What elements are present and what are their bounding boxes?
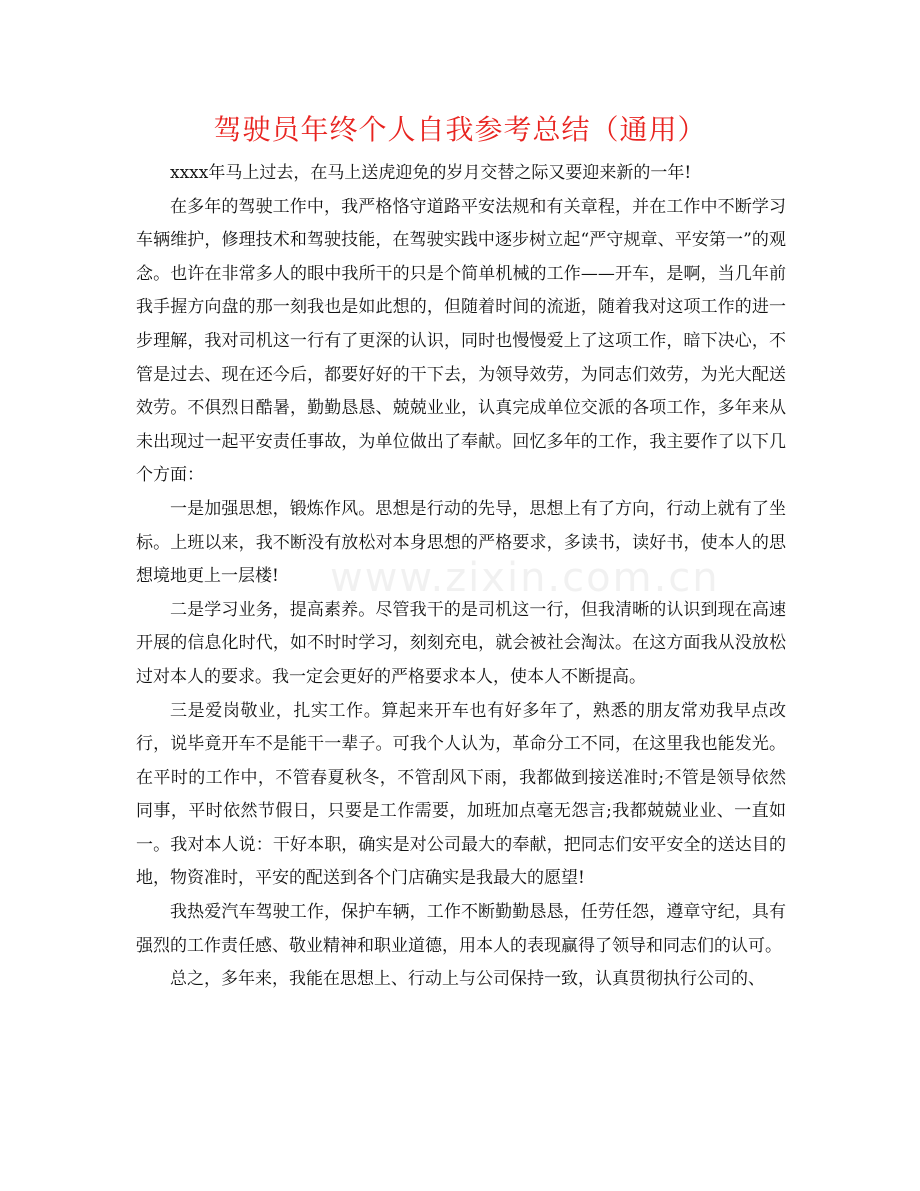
paragraph-7: 总之，多年来，我能在思想上、行动上与公司保持一致，认真贯彻执行公司的、 bbox=[170, 969, 765, 990]
document-body bbox=[136, 157, 786, 997]
paragraph-3: 一是加强思想，锻炼作风。思想是行动的先导，思想上有了方向，行动上就有了坐标。上班以来，我不断没有放松对本身思想的严格要求，多读书，读好书，使本人的思想境地更上一层楼! bbox=[136, 498, 786, 587]
paragraph-6: 我热爱汽车驾驶工作，保护车辆，工作不断勤勤恳恳，任劳任怨，遵章守纪，具有强烈的工作责任感、敬业精神和职业道德，用本人的表现赢得了领导和同志们的认可。 bbox=[136, 902, 786, 956]
paragraph-2: 在多年的驾驶工作中，我严格恪守道路平安法规和有关章程，并在工作中不断学习车辆维护，修理技术和驾驶技能，在驾驶实践中逐步树立起“严守规章、平安第一”的观念。也许在非常多人的眼中我所干的只是个简单机械的工作——开车，是啊，当几年前我手握方向盘的那一刻我也是如此想的，但随着时间的流逝，随着我对这项工作的进一步理解，我对司机这一行有了更深的认识，同时也慢慢爱上了这项工作，暗下决心，不管是过去、现在还今后，都要好好的干下去，为领导效劳，为同志们效劳，为光大配送效劳。不俱烈日酷暑，勤勤恳恳、兢兢业业，认真完成单位交派的各项工作，多年来从未出现过一起平安责任事故，为单位做出了奉献。回忆多年的工作，我主要作了以下几个方面： bbox=[136, 196, 786, 486]
paragraph-1: xxxx年马上过去，在马上送虎迎免的岁月交替之际又要迎来新的一年! bbox=[170, 163, 692, 183]
document-title: 驾驶员年终个人自我参考总结（通用） bbox=[213, 113, 707, 146]
paragraph-4: 二是学习业务，提高素养。尽管我干的是司机这一行，但我清晰的认识到现在高速开展的信息化时代，如不时时学习，刻刻充电，就会被社会淘汰。在这方面我从没放松过对本人的要求。我一定会更好的严格要求本人，使本人不断提高。 bbox=[136, 599, 786, 687]
watermark: www.zixin.com.cn bbox=[330, 555, 720, 601]
paragraph-5: 三是爱岗敬业，扎实工作。算起来开车也有好多年了，熟悉的朋友常劝我早点改行，说毕竟开车不是能干一辈子。可我个人认为，革命分工不同，在这里我也能发光。在平时的工作中，不管春夏秋冬，不管刮风下雨，我都做到接送准时;不管是领导依然同事，平时依然节假日，只要是工作需要，加班加点毫无怨言;我都兢兢业业、一直如一。我对本人说：干好本职，确实是对公司最大的奉献，把同志们安平安全的送达目的地，物资准时，平安的配送到各个门店确实是我最大的愿望! bbox=[136, 700, 786, 889]
